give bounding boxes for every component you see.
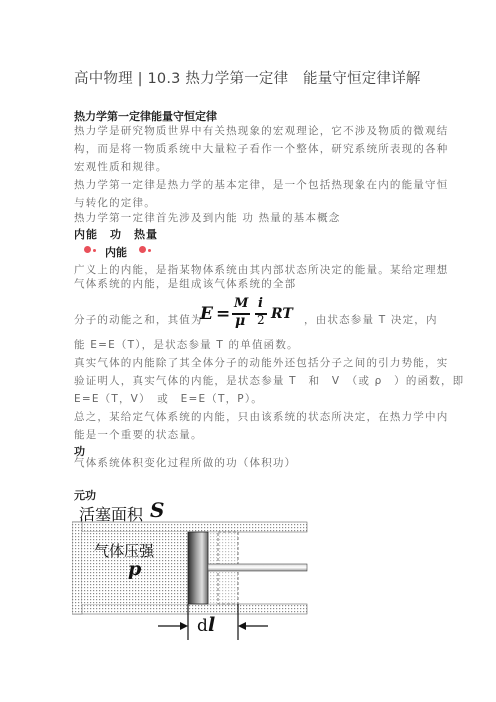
formula-line-prefix: 分子的动能之和，其值为 bbox=[74, 314, 203, 326]
concepts-heading: 内能 功 热量 bbox=[74, 228, 158, 241]
internal-energy-line-6: E=E（T，V） 或 E=E（T，P）。 bbox=[74, 393, 263, 405]
formula-denominator-2: 2 bbox=[257, 313, 265, 327]
cylinder-end-wall bbox=[72, 522, 82, 614]
formula-numerator-m: M bbox=[234, 296, 249, 311]
intro-line-2: 构，而是将一物质系统中大量粒子看作一个整体，研究系统所表现的各种 bbox=[74, 143, 449, 155]
internal-energy-formula bbox=[200, 296, 305, 332]
piston-area-symbol: S bbox=[150, 498, 165, 522]
bullet-dot-right-icon bbox=[139, 246, 146, 253]
intro-line-4: 热力学第一定律是热力学的基本定律，是一个包括热现象在内的能量守恒 bbox=[74, 179, 449, 191]
gas-pressure-symbol: p bbox=[128, 558, 142, 580]
intro-line-1: 热力学是研究物质世界中有关热现象的宏观理论，它不涉及物质的微观结 bbox=[74, 125, 449, 137]
work-description: 气体系统体积变化过程所做的功（体积功） bbox=[74, 457, 297, 469]
formula-lhs: E bbox=[200, 304, 213, 324]
bullet-dot-left-tail-icon bbox=[93, 249, 96, 252]
element-work-heading: 元功 bbox=[74, 489, 96, 502]
work-heading: 功 bbox=[74, 445, 85, 458]
displacement-symbol: l bbox=[208, 614, 216, 636]
internal-energy-line-1: 广义上的内能，是指某物体系统由其内部状态所决定的能量。某给定理想 bbox=[74, 264, 449, 276]
section-heading: 热力学第一定律能量守恒定律 bbox=[74, 110, 217, 123]
intro-line-5: 与转化的定律。 bbox=[74, 197, 156, 209]
gas-pressure-label: 气体压强 bbox=[94, 542, 155, 560]
internal-energy-line-2: 气体系统的内能，是组成该气体系统的全部 bbox=[74, 278, 297, 290]
bullet-dot-left-icon bbox=[84, 246, 91, 253]
internal-energy-line-8: 能是一个重要的状态量。 bbox=[74, 429, 203, 441]
piston bbox=[188, 532, 208, 604]
displacement-label: d bbox=[197, 616, 208, 636]
piston-area-label: 活塞面积 bbox=[79, 505, 144, 524]
formula-numerator-i: i bbox=[258, 296, 263, 311]
intro-line-3: 宏观性质和规律。 bbox=[74, 161, 168, 173]
internal-energy-line-5: 验证明人，真实气体的内能，是状态参量 T 和 V （或 ρ ）的函数，即 bbox=[74, 375, 465, 387]
piston-rod bbox=[208, 564, 307, 571]
formula-denominator-mu: μ bbox=[235, 313, 246, 329]
internal-energy-line-4: 真实气体的内能除了其全体分子的动能外还包括分子之间的引力势能，实 bbox=[74, 357, 449, 369]
subheading-internal-energy: 内能 bbox=[105, 246, 127, 259]
formula-rt: RT bbox=[271, 306, 293, 322]
internal-energy-line-3: 能 E=E（T），是状态参量 T 的单值函数。 bbox=[74, 339, 299, 351]
bullet-dot-right-tail-icon bbox=[148, 249, 151, 252]
cylinder-bottom-wall bbox=[72, 604, 307, 614]
formula-equals: = bbox=[216, 304, 231, 324]
formula-line-suffix: ，由状态参量 T 决定，内 bbox=[304, 314, 438, 326]
internal-energy-line-7: 总之，某给定气体系统的内能，只由该系统的状态所决定，在热力学中内 bbox=[74, 411, 449, 423]
intro-line-6: 热力学第一定律首先涉及到内能 功 热量的基本概念 bbox=[74, 212, 341, 224]
page-title: 高中物理 | 10.3 热力学第一定律 能量守恒定律详解 bbox=[74, 71, 421, 87]
